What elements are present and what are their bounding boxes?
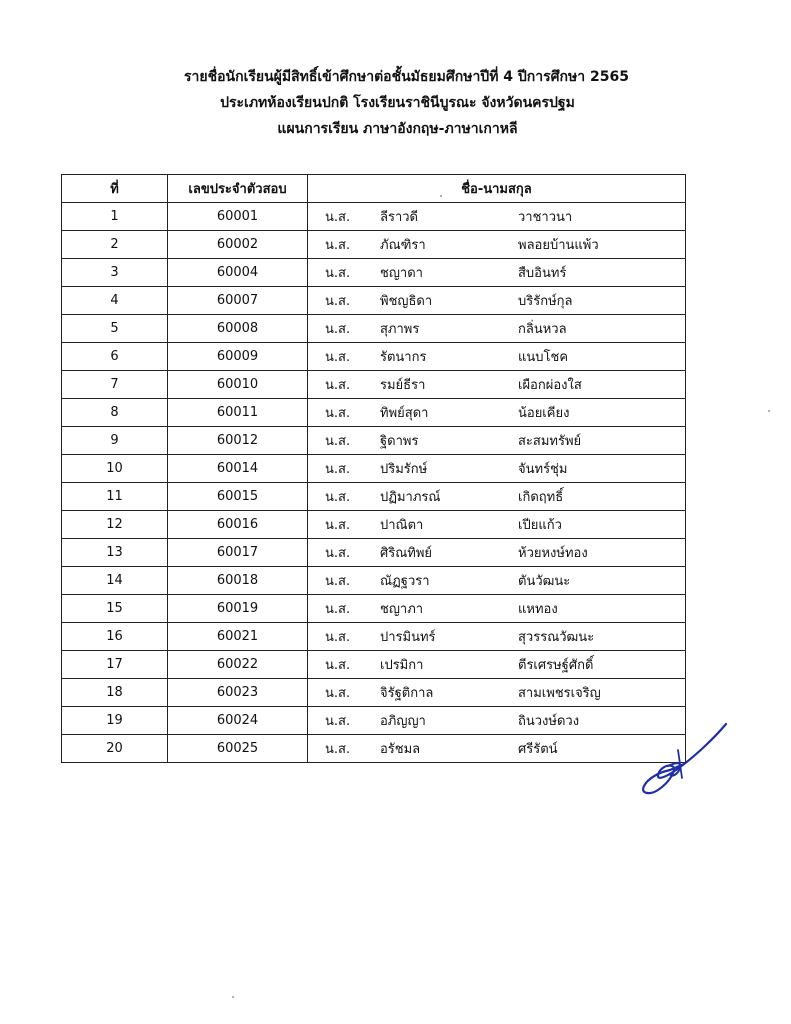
last-name: ตีรเศรษฐ์ศักดิ์: [518, 658, 594, 673]
cell-exam-id: 60010: [168, 371, 308, 399]
cell-number: 13: [62, 539, 168, 567]
document-header: [0, 64, 791, 142]
first-name: ปาณิตา: [380, 518, 424, 533]
cell-number: 15: [62, 595, 168, 623]
table-row: [62, 483, 686, 511]
table-row: [62, 567, 686, 595]
name-prefix: น.ส.: [325, 658, 351, 673]
table-row: [62, 427, 686, 455]
cell-full-name: [308, 735, 686, 763]
table-row: [62, 315, 686, 343]
last-name: แนบโชค: [518, 350, 569, 365]
first-name: พิชญธิดา: [380, 294, 433, 309]
last-name: ถินวงษ์ดวง: [518, 714, 580, 729]
first-name: ทิพย์สุดา: [380, 406, 429, 421]
cell-number: 7: [62, 371, 168, 399]
cell-exam-id: 60015: [168, 483, 308, 511]
cell-exam-id: 60014: [168, 455, 308, 483]
cell-full-name: [308, 259, 686, 287]
cell-number: 8: [62, 399, 168, 427]
cell-exam-id: 60023: [168, 679, 308, 707]
table-row: [62, 287, 686, 315]
last-name: เกิดฤทธิ์: [518, 490, 564, 505]
cell-full-name: [308, 315, 686, 343]
scan-speck: [768, 410, 770, 412]
cell-full-name: [308, 287, 686, 315]
last-name: บริรักษ์กุล: [518, 294, 573, 309]
cell-number: 16: [62, 623, 168, 651]
cell-number: 18: [62, 679, 168, 707]
cell-number: 4: [62, 287, 168, 315]
cell-exam-id: 60012: [168, 427, 308, 455]
table-row: [62, 679, 686, 707]
table-row: [62, 343, 686, 371]
table-row: [62, 203, 686, 231]
name-prefix: น.ส.: [325, 294, 351, 309]
last-name: สืบอินทร์: [518, 266, 567, 281]
cell-number: 6: [62, 343, 168, 371]
column-header-full-name: ชื่อ-นามสกุล: [308, 175, 686, 203]
table-row: [62, 371, 686, 399]
name-prefix: น.ส.: [325, 714, 351, 729]
first-name: รมย์ธีรา: [380, 378, 426, 393]
last-name: พลอยบ้านแพ้ว: [518, 238, 599, 253]
name-prefix: น.ส.: [325, 406, 351, 421]
last-name: สุวรรณวัฒนะ: [518, 630, 595, 645]
table-row: [62, 735, 686, 763]
first-name: ปฏิมาภรณ์: [380, 490, 441, 505]
name-prefix: น.ส.: [325, 602, 351, 617]
last-name: กลิ่นหวล: [518, 322, 567, 337]
cell-number: 5: [62, 315, 168, 343]
name-prefix: น.ส.: [325, 574, 351, 589]
first-name: ศิริณทิพย์: [380, 546, 433, 561]
cell-number: 9: [62, 427, 168, 455]
name-prefix: น.ส.: [325, 238, 351, 253]
table-row: [62, 231, 686, 259]
cell-exam-id: 60011: [168, 399, 308, 427]
first-name: ปริมรักษ์: [380, 462, 428, 477]
last-name: แหทอง: [518, 602, 558, 617]
cell-exam-id: 60008: [168, 315, 308, 343]
table-row: [62, 399, 686, 427]
name-prefix: น.ส.: [325, 378, 351, 393]
cell-full-name: [308, 511, 686, 539]
column-header-exam-id: เลขประจำตัวสอบ: [168, 175, 308, 203]
first-name: ลีราวดี: [380, 210, 418, 225]
cell-exam-id: 60017: [168, 539, 308, 567]
cell-exam-id: 60021: [168, 623, 308, 651]
last-name: ศรีรัตน์: [518, 742, 558, 757]
first-name: ณัฏฐวรา: [380, 574, 430, 589]
last-name: น้อยเคียง: [518, 406, 570, 421]
table-row: [62, 623, 686, 651]
cell-number: 12: [62, 511, 168, 539]
table-row: [62, 539, 686, 567]
first-name: เปรมิกา: [380, 658, 424, 673]
last-name: จันทร์ชุ่ม: [518, 462, 568, 477]
cell-full-name: [308, 651, 686, 679]
first-name: ฐิดาพร: [380, 434, 419, 449]
last-name: สะสมทรัพย์: [518, 434, 582, 449]
name-prefix: น.ส.: [325, 266, 351, 281]
table-row: [62, 707, 686, 735]
cell-full-name: [308, 539, 686, 567]
table-row: [62, 455, 686, 483]
cell-exam-id: 60024: [168, 707, 308, 735]
table-row: [62, 511, 686, 539]
name-prefix: น.ส.: [325, 518, 351, 533]
signature-mark: [636, 720, 730, 796]
student-roster-table: [61, 174, 686, 763]
first-name: รัตนากร: [380, 350, 427, 365]
last-name: ตันวัฒนะ: [518, 574, 571, 589]
cell-exam-id: 60019: [168, 595, 308, 623]
cell-full-name: [308, 707, 686, 735]
cell-number: 20: [62, 735, 168, 763]
first-name: จิรัฐติกาล: [380, 686, 434, 701]
cell-number: 1: [62, 203, 168, 231]
document-subtitle-program: แผนการเรียน ภาษาอังกฤษ-ภาษาเกาหลี: [277, 121, 518, 137]
table-row: [62, 651, 686, 679]
cell-full-name: [308, 343, 686, 371]
cell-full-name: [308, 483, 686, 511]
cell-full-name: [308, 427, 686, 455]
name-prefix: น.ส.: [325, 686, 351, 701]
name-prefix: น.ส.: [325, 546, 351, 561]
first-name: ชญาดา: [380, 266, 423, 281]
cell-number: 2: [62, 231, 168, 259]
last-name: ห้วยหงษ์ทอง: [518, 546, 588, 561]
cell-full-name: [308, 371, 686, 399]
table-header-row: [62, 175, 686, 203]
cell-full-name: [308, 231, 686, 259]
cell-number: 17: [62, 651, 168, 679]
cell-number: 11: [62, 483, 168, 511]
cell-number: 14: [62, 567, 168, 595]
first-name: อรัชมล: [380, 742, 421, 757]
cell-number: 19: [62, 707, 168, 735]
cell-exam-id: 60004: [168, 259, 308, 287]
cell-exam-id: 60002: [168, 231, 308, 259]
name-prefix: น.ส.: [325, 434, 351, 449]
name-prefix: น.ส.: [325, 350, 351, 365]
cell-exam-id: 60001: [168, 203, 308, 231]
table-row: [62, 259, 686, 287]
cell-exam-id: 60007: [168, 287, 308, 315]
document-title: รายชื่อนักเรียนผู้มีสิทธิ์เข้าศึกษาต่อชั้นมัธยมศึกษาปีที่ 4 ปีการศึกษา 2565: [184, 69, 629, 85]
name-prefix: น.ส.: [325, 322, 351, 337]
cell-exam-id: 60016: [168, 511, 308, 539]
last-name: วาชาวนา: [518, 210, 573, 225]
cell-exam-id: 60022: [168, 651, 308, 679]
last-name: เปียแก้ว: [518, 518, 562, 533]
first-name: อภิญญา: [380, 714, 426, 729]
cell-exam-id: 60018: [168, 567, 308, 595]
cell-full-name: [308, 399, 686, 427]
name-prefix: น.ส.: [325, 490, 351, 505]
table-header: [62, 175, 686, 203]
last-name: สามเพชรเจริญ: [518, 686, 601, 701]
table-body: [62, 203, 686, 763]
cell-full-name: [308, 455, 686, 483]
column-header-number: ที่: [62, 175, 168, 203]
scan-speck: [440, 195, 442, 197]
cell-full-name: [308, 679, 686, 707]
cell-exam-id: 60009: [168, 343, 308, 371]
cell-full-name: [308, 623, 686, 651]
name-prefix: น.ส.: [325, 462, 351, 477]
first-name: ภัณฑิรา: [380, 238, 426, 253]
first-name: ปารมินทร์: [380, 630, 436, 645]
name-prefix: น.ส.: [325, 210, 351, 225]
last-name: เผือกผ่องใส: [518, 378, 582, 393]
first-name: ชญาภา: [380, 602, 424, 617]
name-prefix: น.ส.: [325, 630, 351, 645]
cell-full-name: [308, 203, 686, 231]
cell-exam-id: 60025: [168, 735, 308, 763]
name-prefix: น.ส.: [325, 742, 351, 757]
table-row: [62, 595, 686, 623]
scan-speck: [232, 996, 234, 998]
first-name: สุภาพร: [380, 322, 420, 337]
cell-number: 3: [62, 259, 168, 287]
cell-full-name: [308, 595, 686, 623]
cell-full-name: [308, 567, 686, 595]
document-subtitle-school: ประเภทห้องเรียนปกติ โรงเรียนราชินีบูรณะ จังหวัดนครปฐม: [220, 95, 575, 111]
cell-number: 10: [62, 455, 168, 483]
